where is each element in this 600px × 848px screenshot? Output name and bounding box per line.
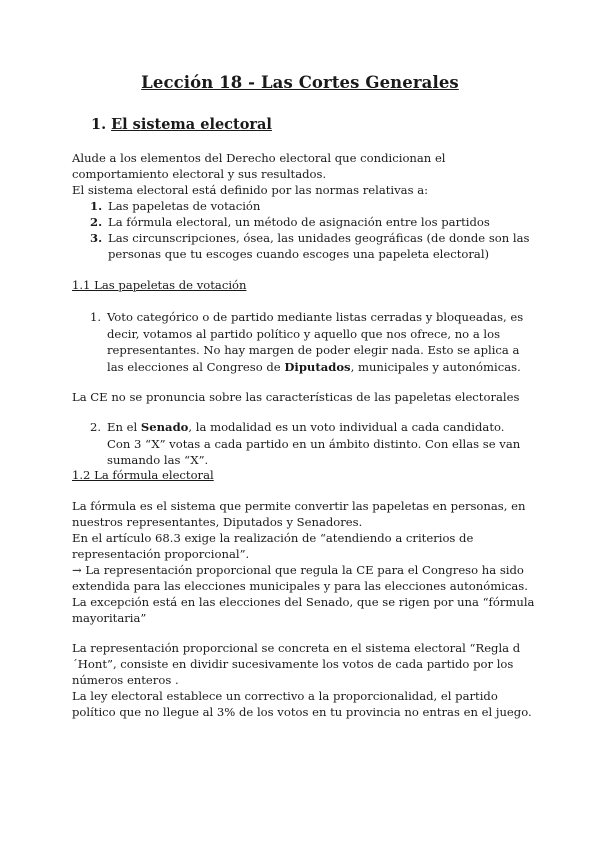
list-item	[90, 230, 530, 262]
section-heading-1	[91, 116, 272, 133]
threshold-paragraph: La ley electoral establece un correctivo a la proporcionalidad, el partido político que no llegue al 3% de los votos en tu provincia no entras en el juego.	[72, 689, 532, 719]
ballot-item-1	[90, 309, 530, 375]
intro-line-1: Alude a los elementos del Derecho electoral que condicionan el comportamiento electoral y sus resultados.	[72, 151, 446, 181]
list-text: Las papeletas de votación	[108, 199, 261, 213]
list-number: 3.	[90, 231, 103, 245]
formula-line: La excepción está en las elecciones del Senado, que se rigen por una “fórmula mayoritaria”	[72, 595, 535, 625]
intro-paragraph	[72, 150, 542, 198]
section-title: El sistema electoral	[111, 116, 272, 133]
criteria-list	[90, 198, 530, 262]
list-item	[90, 214, 530, 230]
subsection-heading-1-2: 1.2 La fórmula electoral	[72, 468, 214, 482]
list-text: Voto categórico o de partido mediante listas cerradas y bloqueadas, es decir, votamos al partido político y aquello que nos ofrece, no a los representantes. No hay margen de poder elegir nada. Esto se aplica a las elecciones al Congreso de Diputados, municipales y autonómicas.	[107, 310, 524, 374]
list-number: 2.	[90, 215, 103, 229]
ballot-item-2	[90, 419, 530, 469]
list-text: La fórmula electoral, un método de asignación entre los partidos	[108, 215, 490, 229]
formula-line: → La representación proporcional que regula la CE para el Congreso ha sido extendida para las elecciones municipales y para las elecciones autonómicas.	[72, 563, 528, 593]
subsection-heading-1-1: 1.1 Las papeletas de votación	[72, 278, 247, 292]
section-number: 1.	[91, 116, 107, 133]
intro-line-2: El sistema electoral está definido por las normas relativas a:	[72, 183, 429, 197]
list-number: 1.	[90, 199, 103, 213]
list-text: Las circunscripciones, ósea, las unidades geográficas (de donde son las personas que tu escoges cuando escoges una papeleta electoral)	[108, 231, 530, 261]
page-title: Lección 18 - Las Cortes Generales	[141, 73, 459, 92]
formula-paragraph	[72, 498, 542, 626]
list-item	[90, 198, 530, 214]
list-text: En el Senado, la modalidad es un voto individual a cada candidato. Con 3 “X” votas a cada partido en un ámbito distinto. Con ellas se van sumando las “X”.	[107, 420, 521, 467]
formula-line: La fórmula es el sistema que permite convertir las papeletas en personas, en nuestros representantes, Diputados y Senadores.	[72, 499, 526, 529]
ce-note: La CE no se pronuncia sobre las características de las papeletas electorales	[72, 390, 520, 404]
list-number: 1.	[90, 310, 102, 324]
dhont-paragraph: La representación proporcional se concreta en el sistema electoral “Regla d´Hont”, consiste en dividir sucesivamente los votos de cada partido por los números enteros .	[72, 641, 521, 687]
formula-line: En el artículo 68.3 exige la realización de “atendiendo a criterios de representación proporcional”.	[72, 531, 474, 561]
list-number: 2.	[90, 420, 102, 434]
